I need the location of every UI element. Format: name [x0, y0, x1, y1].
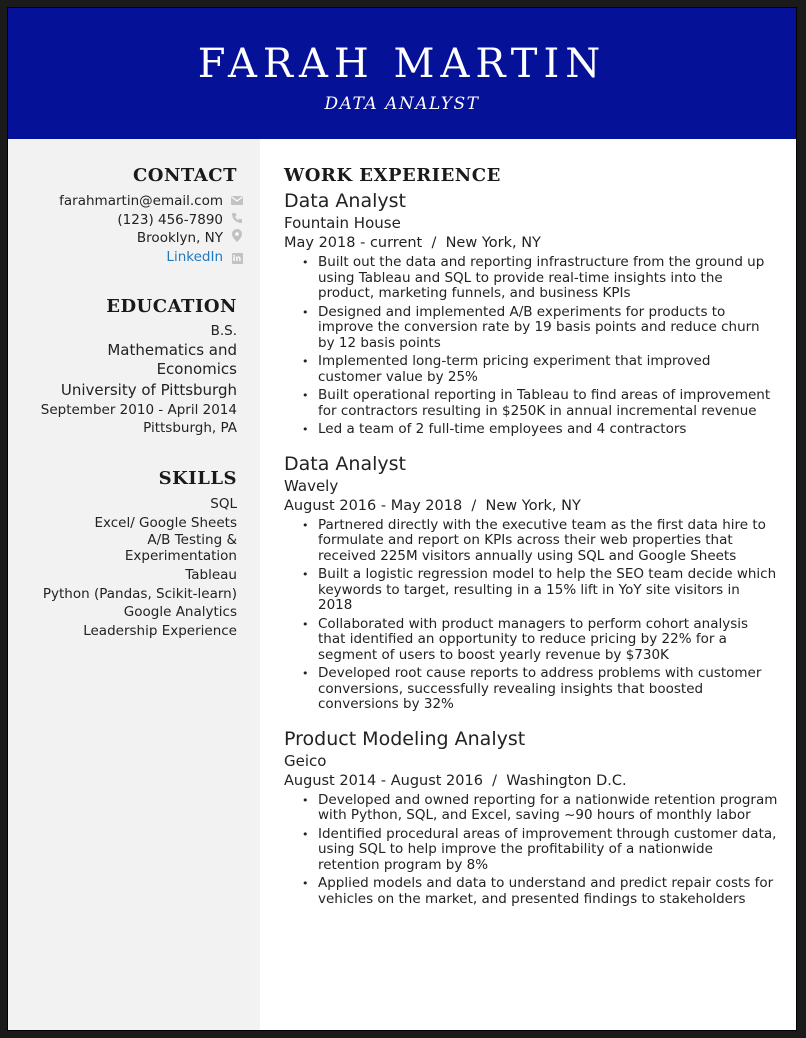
- contact-section: [8, 165, 260, 266]
- skill-item: Excel/ Google Sheets: [94, 514, 237, 531]
- meta-separator: /: [487, 772, 502, 789]
- job-entry: [284, 452, 778, 713]
- linkedin-line: [8, 248, 260, 267]
- skill-item: SQL: [210, 496, 237, 512]
- job-title: Data Analyst: [284, 190, 406, 212]
- job-bullet: • Collaborated with product managers to perform cohort analysis that identified an opportunity to reduce pricing by 22% for a segment of users to boost yearly revenue by $730K: [318, 617, 778, 664]
- job-meta: [284, 496, 778, 516]
- job-bullet: • Identified procedural areas of improvement through customer data, using SQL to help improve the profitability of a nationwide retention program by 8%: [318, 827, 778, 874]
- job-bullet: • Built a logistic regression model to help the SEO team decide which keywords to target, resulting in a 15% lift in YoY site visitors in 2018: [318, 567, 778, 614]
- job-bullet: • Designed and implemented A/B experiments for products to improve the conversion rate by 19 basis points and reduce churn by 12 basis points: [318, 305, 778, 352]
- job-company: Fountain House: [284, 214, 401, 232]
- phone-icon: [230, 211, 244, 230]
- education-heading: EDUCATION: [106, 296, 237, 317]
- job-dates: May 2018 - current: [284, 235, 423, 251]
- skill-item: Google Analytics: [123, 604, 237, 620]
- skill-item: Python (Pandas, Scikit-learn): [42, 585, 237, 602]
- education-major-line2: Economics: [156, 360, 237, 378]
- email-line: [8, 192, 260, 211]
- sidebar: [8, 139, 260, 1031]
- job-meta: [284, 771, 778, 791]
- map-pin-icon: [230, 229, 244, 248]
- job-bullets: [284, 793, 778, 908]
- envelope-icon: [230, 192, 244, 211]
- phone-text[interactable]: (123) 456-7890: [117, 211, 223, 228]
- education-degree: B.S.: [210, 323, 237, 339]
- skills-section: [8, 468, 260, 640]
- job-bullet: • Built operational reporting in Tableau to find areas of improvement for contractors resulting in $250K in annual incremental revenue: [318, 388, 778, 419]
- job-location: Washington D.C.: [506, 772, 627, 789]
- education-school: University of Pittsburgh: [60, 380, 237, 399]
- job-title: Product Modeling Analyst: [284, 727, 526, 750]
- job-company: Wavely: [284, 476, 339, 495]
- contact-heading: CONTACT: [132, 165, 237, 186]
- education-dates: September 2010 - April 2014: [40, 401, 237, 418]
- job-title: Data Analyst: [284, 452, 406, 475]
- job-bullet: • Built out the data and reporting infrastructure from the ground up using Tableau and SQL to provide real-time insights into the product, marketing funnels, and business KPIs: [318, 255, 778, 302]
- job-entry: [284, 727, 778, 908]
- skill-item: Experimentation: [124, 548, 237, 564]
- job-meta: [284, 233, 778, 253]
- education-section: [8, 296, 260, 438]
- job-bullets: [284, 255, 778, 438]
- job-location: New York, NY: [485, 497, 581, 514]
- main-content: [284, 139, 778, 910]
- job-dates: August 2016 - May 2018: [284, 497, 463, 514]
- job-dates: August 2014 - August 2016: [284, 772, 483, 789]
- linkedin-icon: in: [232, 253, 242, 263]
- candidate-name: FARAH MARTIN: [197, 41, 607, 87]
- job-bullet: • Implemented long-term pricing experiment that improved customer value by 25%: [318, 354, 778, 385]
- skills-heading: SKILLS: [158, 468, 237, 489]
- experience-heading: WORK EXPERIENCE: [284, 165, 501, 186]
- skill-item: A/B Testing &: [147, 532, 237, 548]
- linkedin-link[interactable]: LinkedIn: [166, 248, 223, 265]
- phone-line: [8, 211, 260, 230]
- job-bullet: • Led a team of 2 full-time employees and 4 contractors: [318, 422, 778, 438]
- job-bullet: • Applied models and data to understand and predict repair costs for vehicles on the market, and presented findings to stakeholders: [318, 876, 778, 907]
- job-bullet: • Developed root cause reports to address problems with customer conversions, successfully revealing insights that boosted conversions by 32%: [318, 666, 778, 713]
- education-location: Pittsburgh, PA: [143, 420, 237, 436]
- skill-item: Leadership Experience: [83, 622, 237, 639]
- location-line: [8, 229, 260, 248]
- education-major-line1: Mathematics and: [107, 340, 237, 359]
- skill-item: Tableau: [185, 567, 237, 583]
- meta-separator: /: [426, 235, 441, 251]
- job-bullet: • Developed and owned reporting for a nationwide retention program with Python, SQL, and Excel, saving ~90 hours of monthly labor: [318, 793, 778, 824]
- job-entry: [284, 189, 778, 438]
- job-bullets: [284, 518, 778, 713]
- email-text[interactable]: farahmartin@email.com: [59, 193, 223, 209]
- resume-header: [8, 8, 796, 139]
- resume-page: [7, 7, 797, 1031]
- candidate-title: DATA ANALYST: [324, 94, 480, 114]
- meta-separator: /: [466, 497, 481, 514]
- job-bullet: • Partnered directly with the executive team as the first data hire to formulate and report on KPIs across their web properties that received 225M visitors annually using SQL and Google Sheets: [318, 518, 778, 565]
- location-text: Brooklyn, NY: [136, 230, 223, 246]
- job-location: New York, NY: [445, 235, 541, 251]
- job-company: Geico: [284, 751, 327, 770]
